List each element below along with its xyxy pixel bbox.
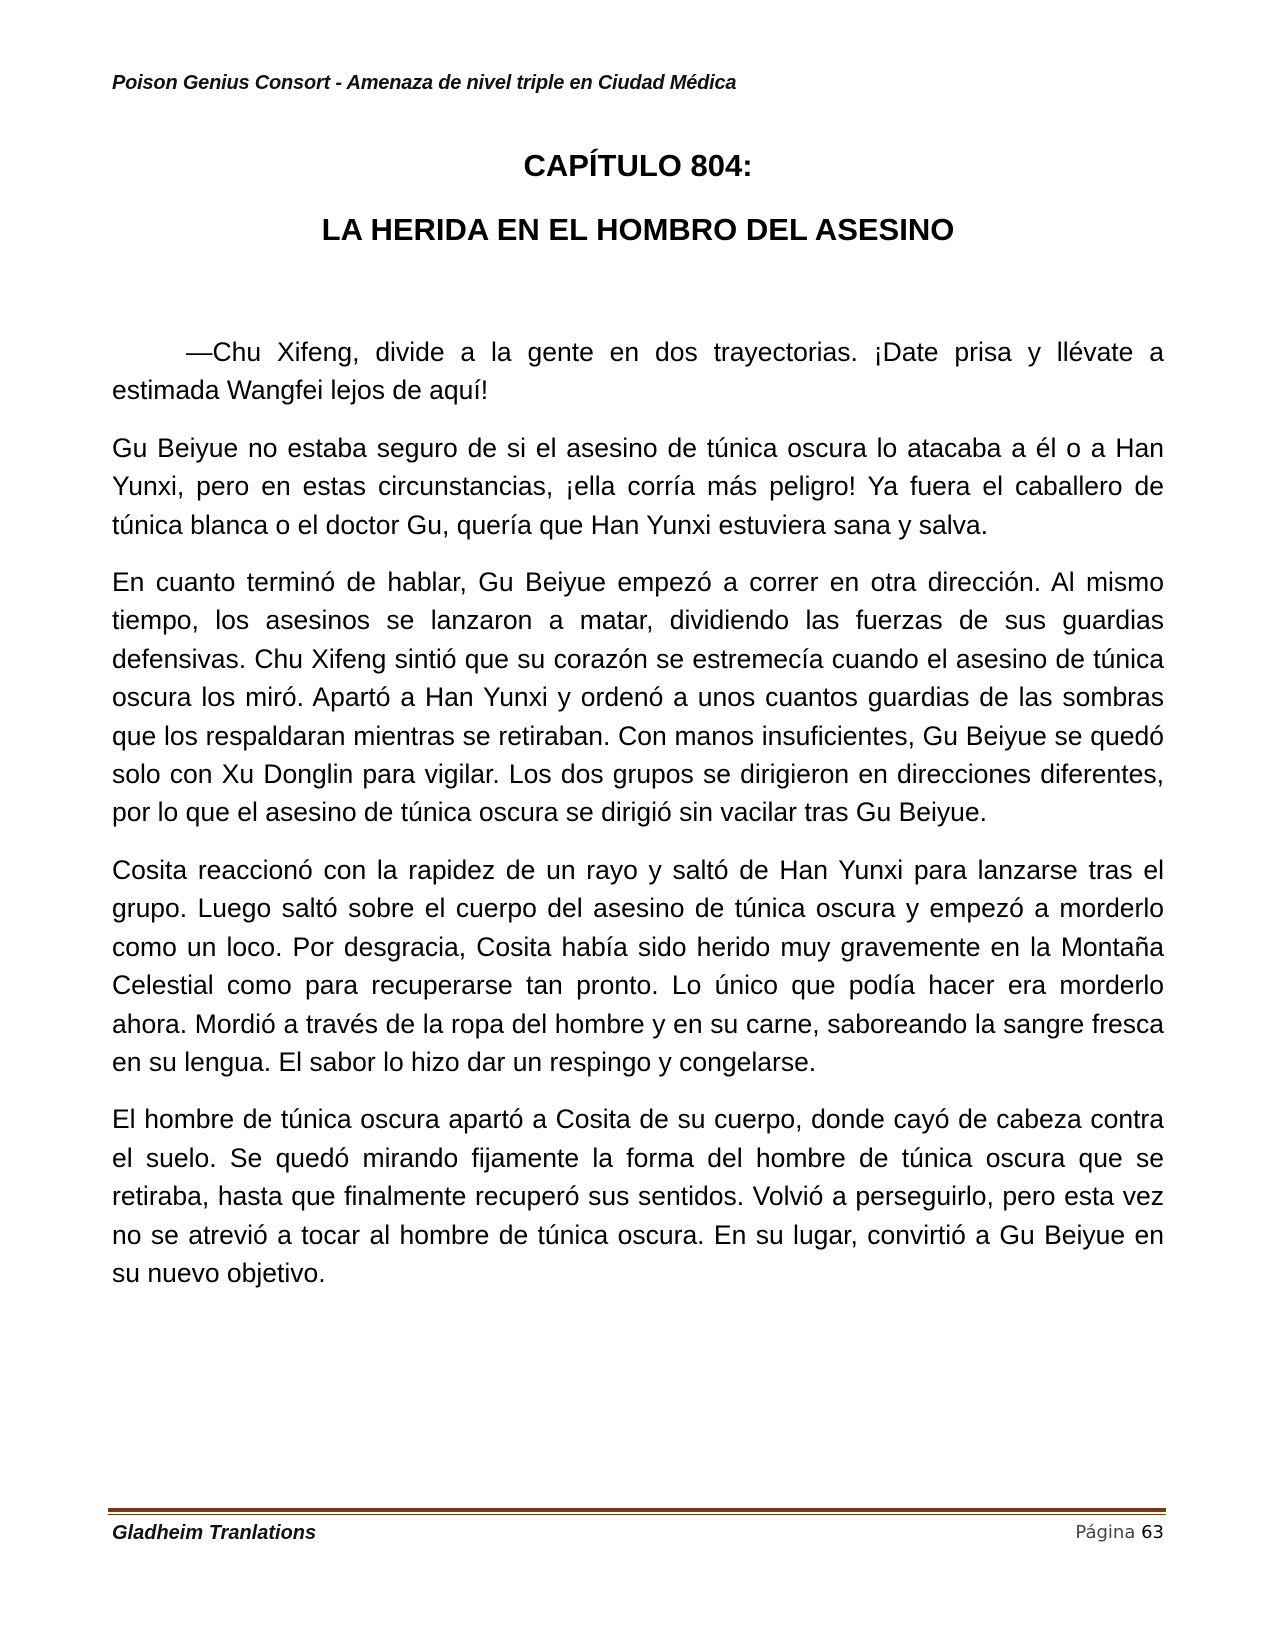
page-label: Página <box>1075 1522 1136 1543</box>
footer-credit: Gladheim Tranlations <box>112 1522 317 1544</box>
running-header: Poison Genius Consort - Amenaza de nivel triple en Ciudad Médica <box>112 72 737 94</box>
footer-divider-thick <box>108 1508 1166 1512</box>
footer-divider <box>108 1508 1166 1515</box>
page-number: 63 <box>1141 1522 1164 1543</box>
paragraph-5: El hombre de túnica oscura apartó a Cosita de su cuerpo, donde cayó de cabeza contra el suelo. Se quedó mirando fijamente la forma del hombre de túnica oscura que se retiraba, hasta que finalmente recuperó sus sentidos. Volvió a perseguirlo, pero esta vez no se atrevió a tocar al hombre de túnica oscura. En su lugar, convirtió a Gu Beiyue en su nuevo objetivo. <box>112 1104 1164 1288</box>
paragraph-4: Cosita reaccionó con la rapidez de un rayo y saltó de Han Yunxi para lanzarse tras el grupo. Luego saltó sobre el cuerpo del asesino de túnica oscura y empezó a morderlo como un loco. Por desgracia, Cosita había sido herido muy gravemente en la Montaña Celestial como para recuperarse tan pronto. Lo único que podía hacer era morderlo ahora. Mordió a través de la ropa del hombre y en su carne, saboreando la sangre fresca en su lengua. El sabor lo hizo dar un respingo y congelarse. <box>112 854 1164 1077</box>
footer-divider-thin <box>108 1514 1166 1515</box>
paragraph-3: En cuanto terminó de hablar, Gu Beiyue empezó a correr en otra dirección. Al mismo tiempo, los asesinos se lanzaron a matar, dividiendo las fuerzas de sus guardias defensivas. Chu Xifeng sintió que su corazón se estremecía cuando el asesino de túnica oscura los miró. Apartó a Han Yunxi y ordenó a unos cuantos guardias de las sombras que los respaldaran mientras se retiraban. Con manos insuficientes, Gu Beiyue se quedó solo con Xu Donglin para vigilar. Los dos grupos se dirigieron en direcciones diferentes, por lo que el asesino de túnica oscura se dirigió sin vacilar tras Gu Beiyue. <box>112 567 1164 828</box>
chapter-title <box>112 146 1164 250</box>
paragraph-2: Gu Beiyue no estaba seguro de si el asesino de túnica oscura lo atacaba a él o a Han Yunxi, pero en estas circunstancias, ¡ella corría más peligro! Ya fuera el caballero de túnica blanca o el doctor Gu, quería que Han Yunxi estuviera sana y salva. <box>112 432 1164 540</box>
chapter-name: LA HERIDA EN EL HOMBRO DEL ASESINO <box>321 212 955 247</box>
chapter-body <box>112 333 1164 1311</box>
paragraph-1: —Chu Xifeng, divide a la gente en dos trayectorias. ¡Date prisa y llévate a estimada Wangfei lejos de aquí! <box>112 337 1164 406</box>
page-indicator <box>1075 1522 1164 1543</box>
chapter-number: CAPÍTULO 804: <box>523 148 753 183</box>
